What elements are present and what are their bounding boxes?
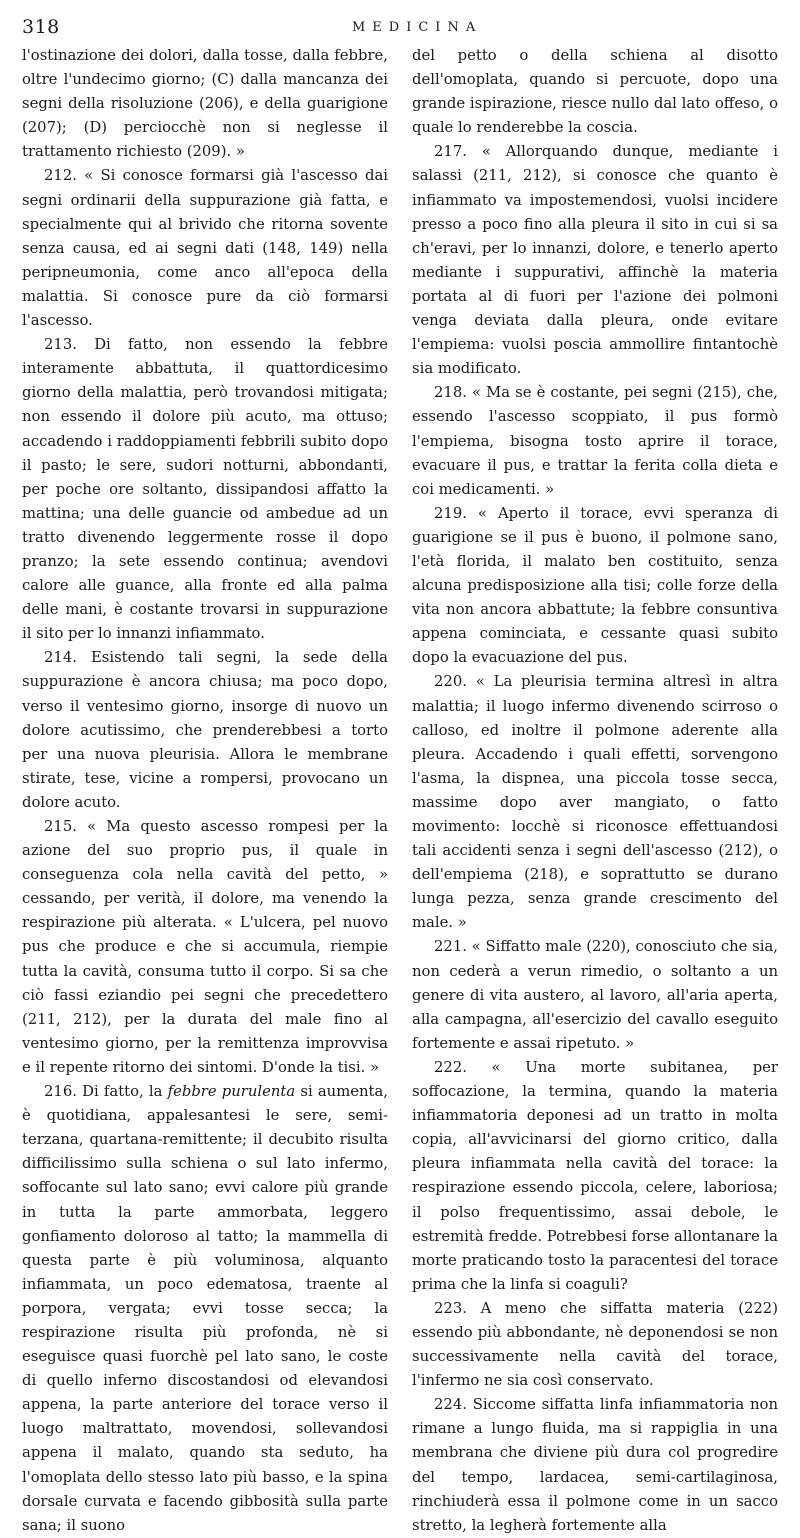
paragraph-216	[22, 1080, 388, 1538]
paragraph-217: 217. « Allorquando dunque, mediante i salassi (211, 212), si conosce che quanto è infiammato va impostemendosi, vuolsi incidere presso a poco fino alla pleura il sito in cui si sa ch'eravi, per lo innanzi, dolore, e tenerlo aperto mediante i suppurativi, affinchè la materia portata al di fuori per l'azione dei polmoni venga deviata dalla pleura, onde evitare l'empiema: vuolsi poscia ammollire fintantochè sia modificato.	[412, 143, 778, 378]
paragraph-224: 224. Siccome siffatta linfa infiammatoria non rimane a lungo fluida, ma si rappiglia in una membrana che diviene più dura col progredire del tempo, lardacea, semi-cartilaginosa, rinchiuderà essa il polmone come in un sacco stretto, la legherà fortemente alla	[412, 1396, 778, 1534]
paragraph-221: 221. « Siffatto male (220), conosciuto che sia, non cederà a verun rimedio, o soltanto a un genere di vita austero, al lavoro, all'aria aperta, alla campagna, all'esercizio del cavallo eseguito fortemente e assai ripetuto. »	[412, 938, 778, 1052]
paragraph-220: 220. « La pleurisia termina altresì in altra malattia; il luogo infermo divenendo scirroso o calloso, ed inoltre il polmone aderente alla pleura. Accadendo i quali effetti, sorvengono l'asma, la dispnea, una piccola tosse secca, massime dopo aver mangiato, o fatto movimento: locchè si riconosce effettuandosi tali accidenti senza i segni dell'ascesso (212), o dell'empiema (218), e soprattutto se durano lunga pezza, senza grande crescimento del male. »	[412, 673, 778, 932]
paragraph-218: 218. « Ma se è costante, pei segni (215), che, essendo l'ascesso scoppiato, il pus formò l'empiema, bisogna tosto aprire il torace, evacuare il pus, e trattar la ferita colla dieta e coi medicamenti. »	[412, 384, 778, 498]
term-febbre-purulenta: febbre purulenta	[167, 1083, 296, 1101]
running-head: MEDICINA	[352, 20, 483, 35]
paragraph-212: 212. « Si conosce formarsi già l'ascesso dai segni ordinarii della suppurazione già fatta, e specialmente qui al brivido che ritorna sovente senza causa, ed ai segni dati (148, 149) nella peripneumonia, come anco all'epoca della malattia. Si conosce pure da ciò formarsi l'ascesso.	[22, 167, 388, 330]
paragraph-215: 215. « Ma questo ascesso rompesi per la azione del suo proprio pus, il quale in conseguenza cola nella cavità del petto, » cessando, per verità, il dolore, ma venendo la respirazione più alterata. « L'ulcera, pel nuovo pus che produce e che si accumula, riempie tutta la cavità, consuma tutto il corpo. Si sa che ciò fassi eziandio pei segni che precedettero (211, 212), per la durata del male fino al ventesimo giorno, per la remittenza improvvisa e il repente ritorno dei sintomi. D'onde la tisi. »	[22, 818, 388, 1076]
left-column	[22, 44, 388, 1538]
right-column	[412, 44, 778, 1538]
page-number: 318	[22, 16, 60, 38]
paragraph-213: 213. Di fatto, non essendo la febbre interamente abbattuta, il quattordicesimo giorno della malattia, però trovandosi mitigata; non essendo il dolore più acuto, ma ottuso; accadendo i raddoppiamenti febbrili subito dopo il pasto; le sere, sudori notturni, abbondanti, per poche ore soltanto, dissipandosi affatto la mattina; una delle guancie od ambedue ad un tratto divenendo leggermente rosse il dopo pranzo; la sete essendo continua; avendovi calore alle guance, alla fronte ed alla palma delle mani, è costante trovarsi in suppurazione il sito per lo innanzi infiammato.	[22, 336, 388, 643]
paragraph-continued-right: del petto o della schiena al disotto dell'omoplata, quando si percuote, dopo una grande ispirazione, riesce nullo dal lato offeso, o quale lo renderebbe la coscia.	[412, 47, 778, 137]
paragraph-continued: l'ostinazione dei dolori, dalla tosse, dalla febbre, oltre l'undecimo giorno; (C) dalla mancanza dei segni della risoluzione (206), e della guarigione (207); (D) perciocchè non si neglesse il trattamento richiesto (209). »	[22, 47, 388, 161]
paragraph-222: 222. « Una morte subitanea, per soffocazione, la termina, quando la materia infiammatoria deponesi ad un tratto in molta copia, all'avvicinarsi del giorno critico, dalla pleura infiammata nella cavità del torace: la respirazione essendo piccola, celere, laboriosa; il polso frequentissimo, assai debole, le estremità fredde. Potrebbesi forse allontanare la morte praticando tosto la paracentesi del torace prima che la linfa si coaguli?	[412, 1058, 778, 1293]
paragraph-216-rest: si aumenta, è quotidiana, appalesantesi le sere, semi-terzana, quartana-remittente; il decubito risulta difficilissimo sulla schiena o sul lato infermo, soffocante sul lato sano; evvi calore più grande in tutta la parte ammorbata, leggero gonfiamento doloroso al tatto; la mammella di questa parte è più voluminosa, alquanto infiammata, un poco edematosa, traente al porpora, vergata; evvi tosse secca; la respirazione risulta più profonda, nè si eseguisce quasi fuorchè pel lato sano, le coste di quello inferno discostandosi od elevandosi appena, la parte anteriore del torace verso il luogo maltrattato, movendosi, sollevandosi appena il malato, quando sta seduto, ha l'omoplata dello stesso lato più basso, e la spina dorsale curvata e facendo gibbosità sulla parte sana; il suono	[22, 1083, 389, 1534]
paragraph-219: 219. « Aperto il torace, evvi speranza di guarigione se il pus è buono, il polmone sano, l'età florida, il malato ben costituito, senza alcuna predisposizione alla tisi; colle forze della vita non ancora abbattute; la febbre consuntiva appena cominciata, e cessante quasi subito dopo la evacuazione del pus.	[412, 504, 778, 667]
paragraph-216-lead: 216. Di fatto, la	[44, 1083, 168, 1101]
paragraph-214: 214. Esistendo tali segni, la sede della suppurazione è ancora chiusa; ma poco dopo, verso il ventesimo giorno, insorge di nuovo un dolore acutissimo, che prenderebbesi a torto per una nuova pleurisia. Allora le membrane stirate, tese, vicine a rompersi, provocano un dolore acuto.	[22, 649, 388, 811]
paragraph-223: 223. A meno che siffatta materia (222) essendo più abbondante, nè deponendosi se non successivamente nella cavità del torace, l'infermo ne sia così conservato.	[412, 1299, 778, 1390]
page-header	[22, 14, 782, 42]
